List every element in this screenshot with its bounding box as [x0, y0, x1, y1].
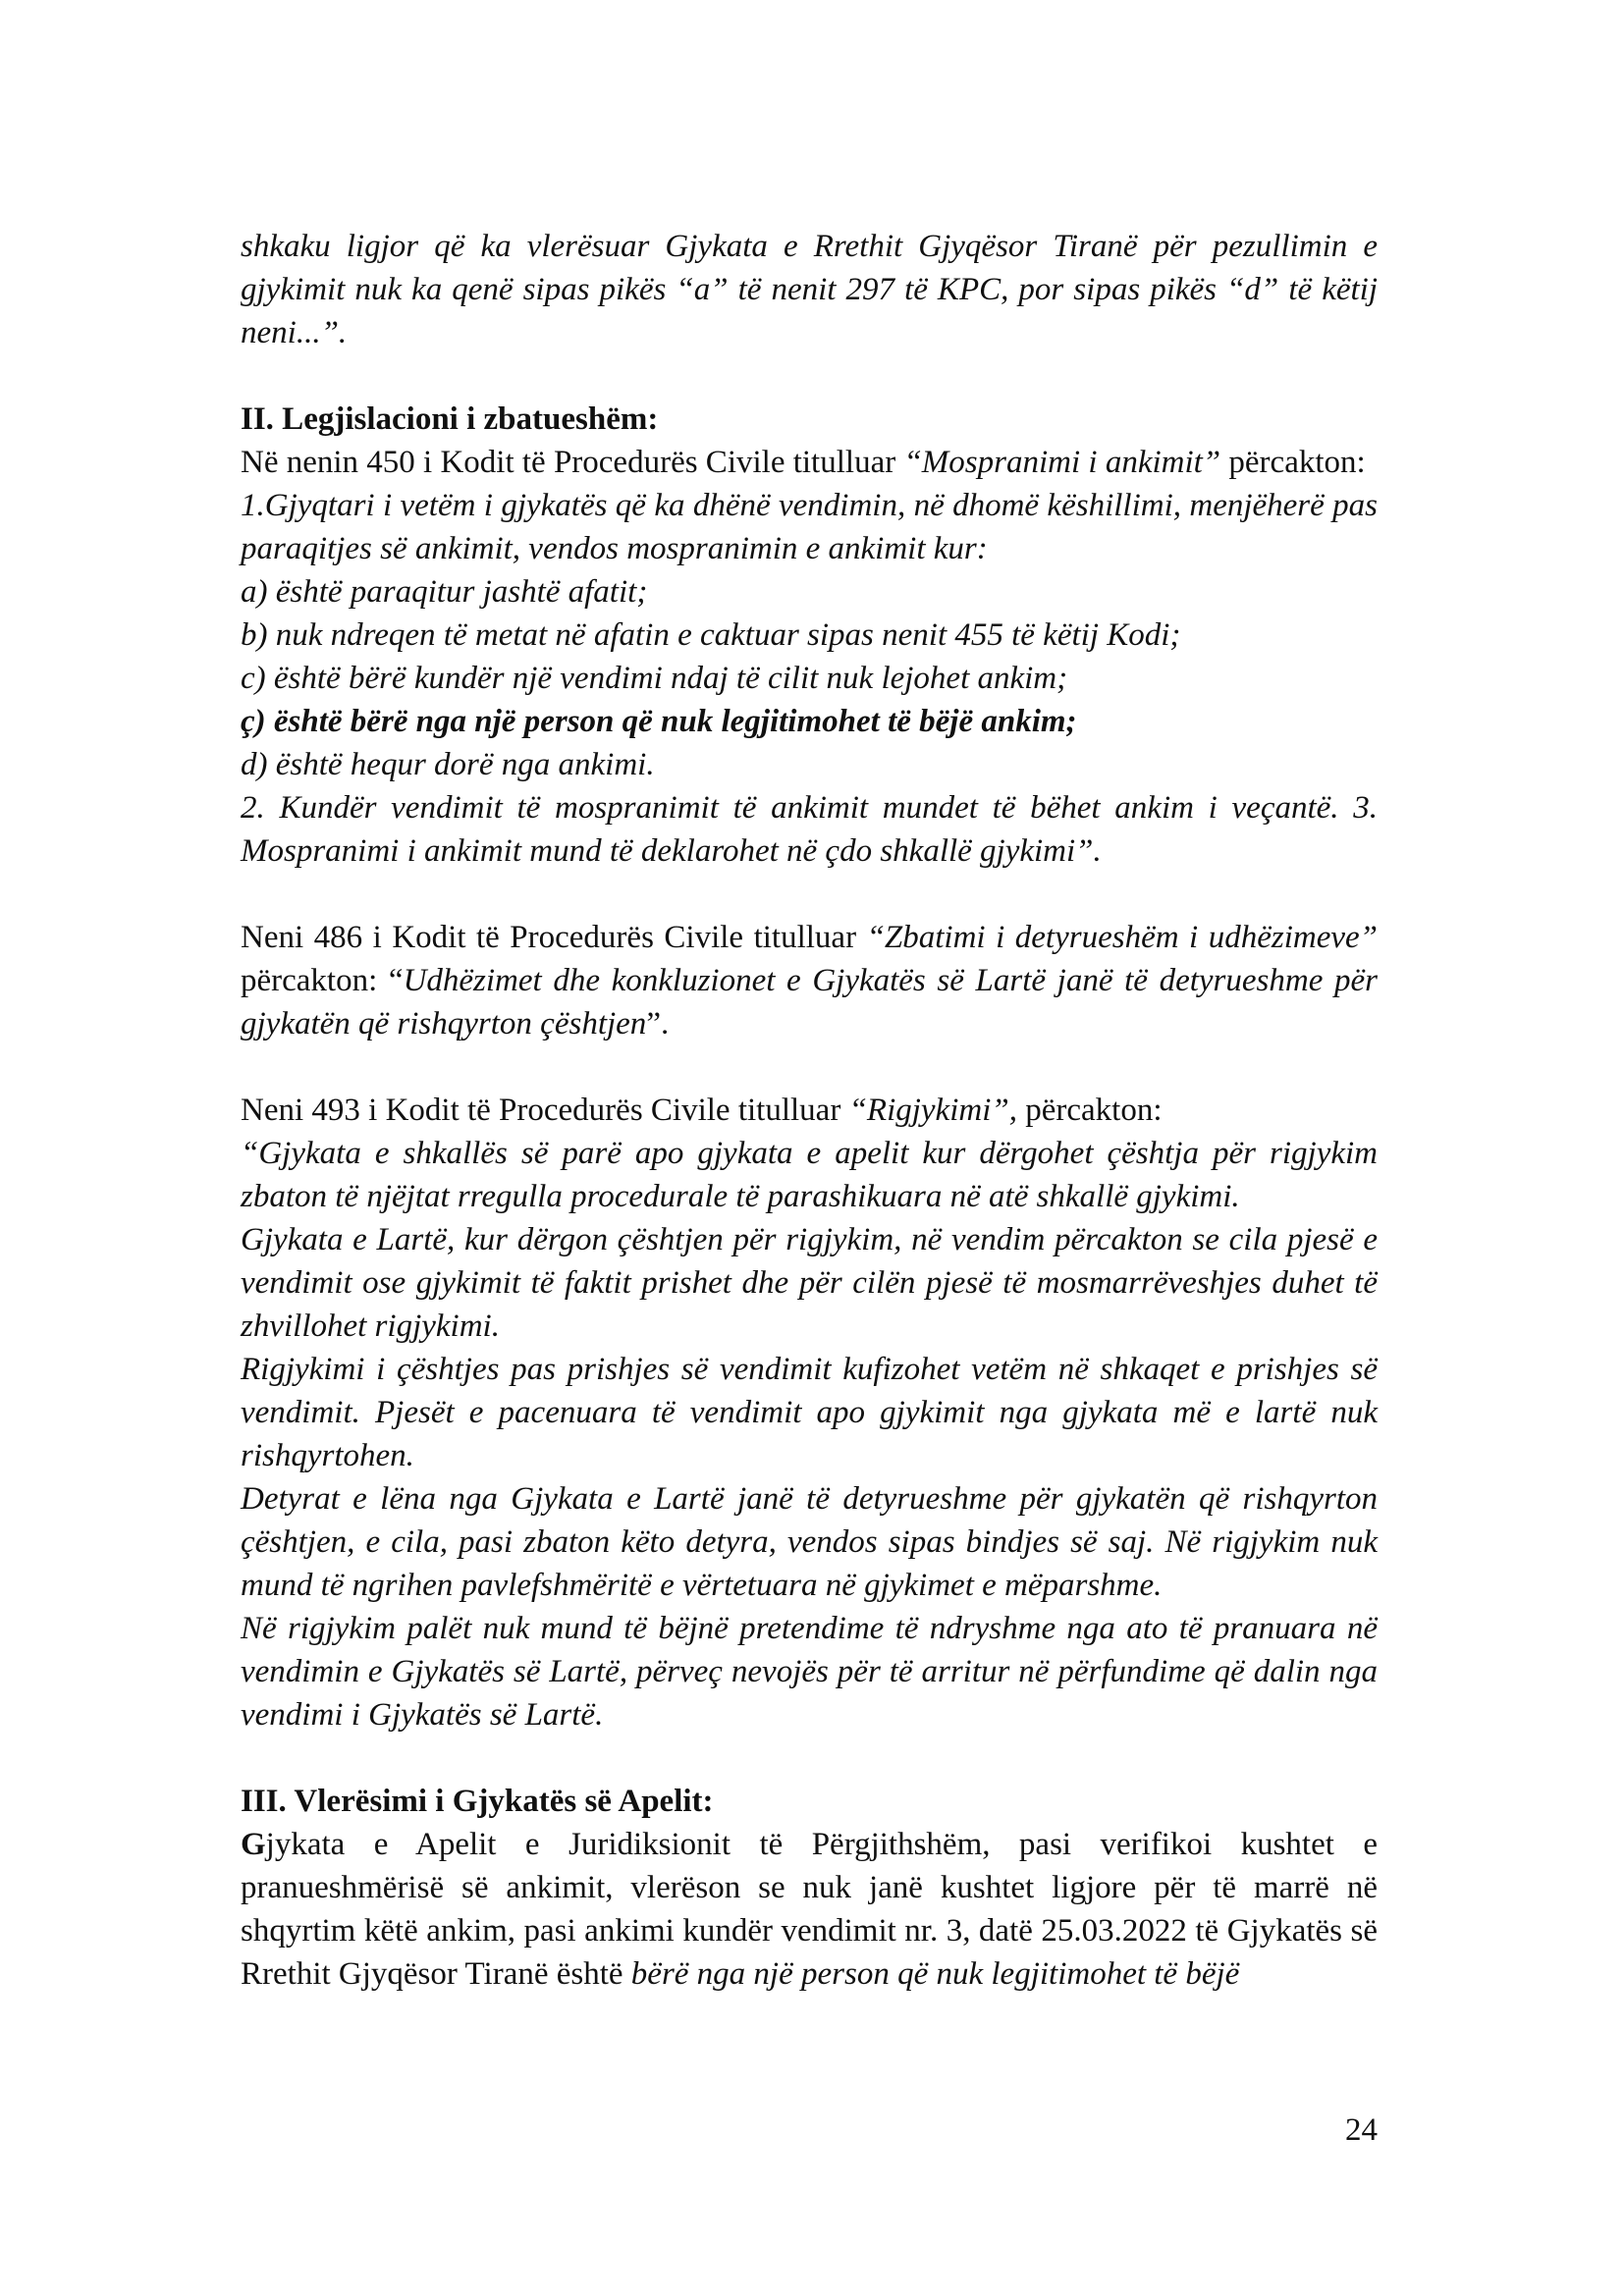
list-item-d: d) është hequr dorë nga ankimi. — [241, 747, 655, 782]
text-run: Neni 486 i Kodit të Procedurës Civile titulluar — [241, 920, 867, 955]
drop-initial: G — [241, 1827, 266, 1862]
text-run: ”. — [646, 1006, 670, 1041]
paragraph-neni-493-quote-4: Detyrat e lëna nga Gjykata e Lartë janë të detyrueshme për gjykatën që rishqyrton çështjen, e cila, pasi zbaton këto detyra, vendos sipas bindjes së saj. Në rigjykim nuk mund të ngrihen pavlefshmëritë e vërtetuara në gjykimet e mëparshme. — [241, 1481, 1378, 1603]
paragraph-neni-493-intro — [241, 1089, 1378, 1132]
text-run: përcakton: — [1016, 1093, 1163, 1128]
law-title-quote: “Rigjykimi”, — [848, 1093, 1017, 1128]
paragraph-neni-493-quote-5: Në rigjykim palët nuk mund të bëjnë pretendime të ndryshme nga ato të pranuara në vendimin e Gjykatës së Lartë, përveç nevojës për të arritur në përfundime që dalin nga vendimi i Gjykatës së Lartë. — [241, 1611, 1378, 1733]
paragraph-neni-493-quote-1: “Gjykata e shkallës së parë apo gjykata e apelit kur dërgohet çështja për rigjykim zbaton të njëjtat rregulla procedurale të parashikuara në atë shkallë gjykimi. — [241, 1136, 1378, 1214]
paragraph-neni-450-intro — [241, 441, 1378, 484]
text-run: jykata e Apelit e Juridiksionit të Përgjithshëm, pasi verifikoi kushtet e pranueshmërisë së ankimit, vlerëson se nuk janë kushtet ligjore për të marrë në shqyrtim këtë ankim, pasi ankimi kundër vendimit nr. 3, datë 25.03.2022 të Gjykatës së Rrethit Gjyqësor Tiranë është — [241, 1827, 1378, 1992]
section-heading-iii: III. Vlerësimi i Gjykatës së Apelit: — [241, 1784, 714, 1819]
text-run: përcakton: — [1220, 445, 1366, 480]
paragraph-neni-493-quote-3: Rigjykimi i çështjes pas prishjes së vendimit kufizohet vetëm në shkaqet e prishjes së vendimit. Pjesët e pacenuara të vendimit apo gjykimit nga gjykata më e lartë nuk rishqyrtohen. — [241, 1352, 1378, 1473]
paragraph-vleresimi — [241, 1823, 1378, 1996]
paragraph-neni-486 — [241, 916, 1378, 1045]
list-item-a: a) është paraqitur jashtë afatit; — [241, 574, 648, 610]
text-run: përcakton: “ — [241, 963, 404, 998]
paragraph-neni-450-pika-1: 1.Gjyqtari i vetëm i gjykatës që ka dhënë vendimin, në dhomë këshillimi, menjëherë pas paraqitjes së ankimit, vendos mospranimin e ankimit kur: — [241, 488, 1378, 566]
paragraph-neni-450-pika-2-3: 2. Kundër vendimit të mospranimit të ankimit mundet të bëhet ankim i veçantë. 3. Mospranimi i ankimit mund të deklarohet në çdo shkallë gjykimi”. — [241, 790, 1378, 869]
text-run: Neni 493 i Kodit të Procedurës Civile titulluar — [241, 1093, 849, 1128]
emphasized-quote: bërë nga një person që nuk legjitimohet të bëjë — [630, 1956, 1240, 1992]
section-heading-ii: II. Legjislacioni i zbatueshëm: — [241, 401, 659, 437]
document-body — [241, 225, 1378, 1996]
law-title-quote: “Zbatimi i detyrueshëm i udhëzimeve” — [866, 920, 1378, 955]
list-item-b: b) nuk ndreqen të metat në afatin e caktuar sipas nenit 455 të këtij Kodi; — [241, 617, 1181, 653]
text-run: Në nenin 450 i Kodit të Procedurës Civile titulluar — [241, 445, 904, 480]
law-body-quote: Udhëzimet dhe konkluzionet e Gjykatës së Lartë janë të detyrueshme për gjykatën që rishqyrton çështjen — [241, 963, 1378, 1041]
paragraph-case-quote-continuation: shkaku ligjor që ka vlerësuar Gjykata e Rrethit Gjyqësor Tiranë për pezullimin e gjykimit nuk ka qenë sipas pikës “a” të nenit 297 të KPC, por sipas pikës “d” të këtij neni...”. — [241, 229, 1378, 350]
paragraph-neni-493-quote-2: Gjykata e Lartë, kur dërgon çështjen për rigjykim, në vendim përcakton se cila pjesë e vendimit ose gjykimit të faktit prishet dhe për cilën pjesë të mosmarrëveshjes duhet të zhvillohet rigjykimi. — [241, 1222, 1378, 1344]
list-item-c-cedilla-emphasized: ç) është bërë nga një person që nuk legjitimohet të bëjë ankim; — [241, 704, 1077, 739]
page-number: 24 — [1345, 2112, 1378, 2148]
law-title-quote: “Mospranimi i ankimit” — [903, 445, 1221, 480]
list-item-c: c) është bërë kundër një vendimi ndaj të cilit nuk lejohet ankim; — [241, 661, 1068, 696]
